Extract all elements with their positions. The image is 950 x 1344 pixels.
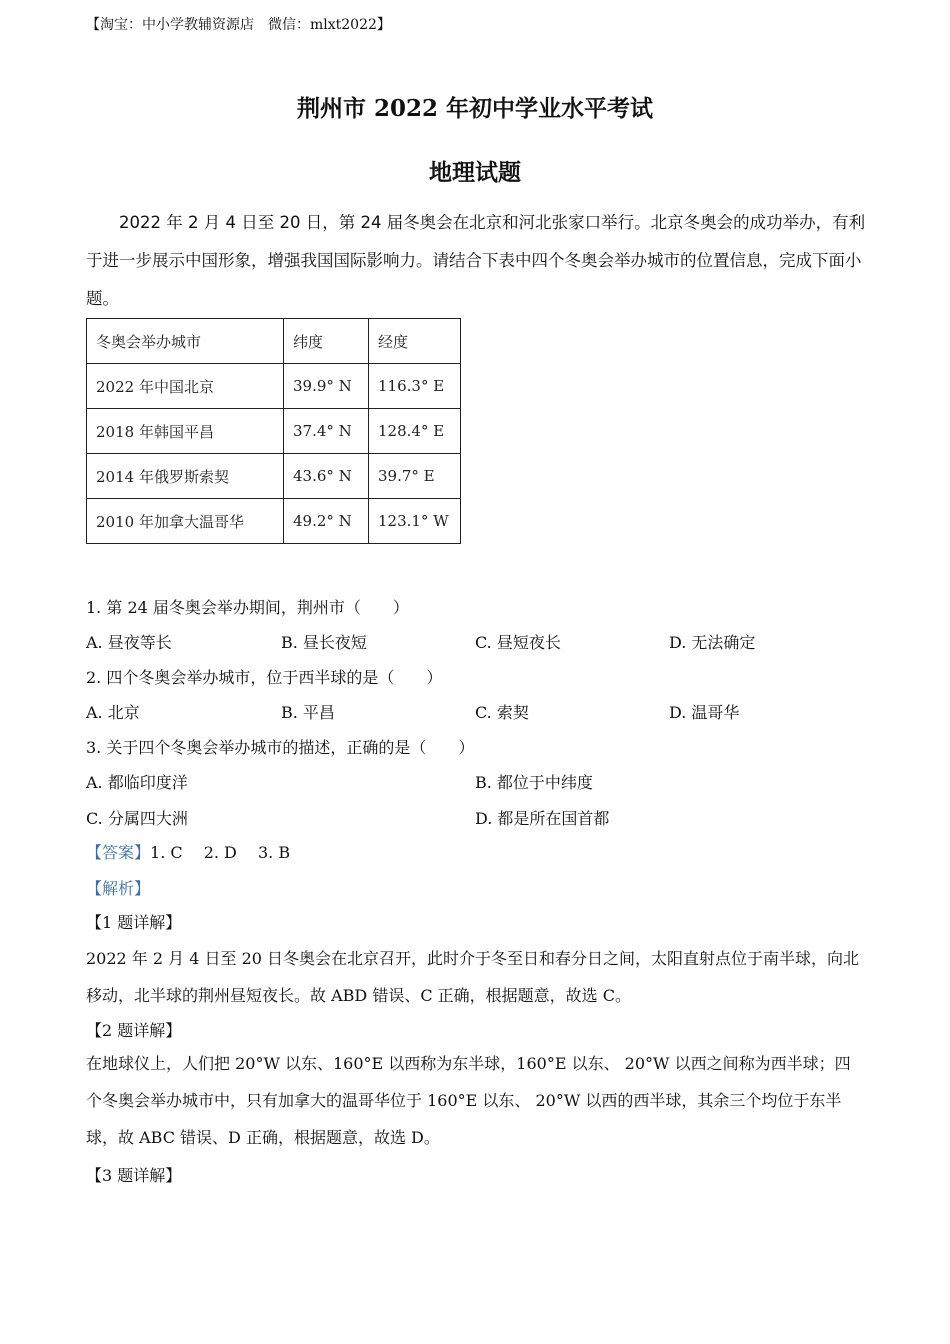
table-row <box>87 364 461 409</box>
question-2-option-d: D. 温哥华 <box>669 703 740 722</box>
table-cell: 49.2° N <box>284 499 369 544</box>
question-1-option-b: B. 昼长夜短 <box>281 633 367 652</box>
table-cell: 39.7° E <box>369 454 461 499</box>
header-note: 【淘宝：中小学教辅资源店 微信：mlxt2022】 <box>86 17 391 33</box>
question-1-option-c: C. 昼短夜长 <box>475 633 561 652</box>
table-row <box>87 409 461 454</box>
table-header-cell: 冬奥会举办城市 <box>87 319 284 364</box>
table-cell: 2010 年加拿大温哥华 <box>87 499 284 544</box>
question-2-stem: 2. 四个冬奥会举办城市，位于西半球的是（ ） <box>86 668 443 687</box>
table-cell: 128.4° E <box>369 409 461 454</box>
question-3-option-b: B. 都位于中纬度 <box>475 773 593 792</box>
table-cell: 116.3° E <box>369 364 461 409</box>
question-2-option-c: C. 索契 <box>475 703 529 722</box>
table-cell: 43.6° N <box>284 454 369 499</box>
question-1-option-a: A. 昼夜等长 <box>86 633 172 652</box>
question-1-option-d: D. 无法确定 <box>669 633 756 652</box>
table-cell: 2018 年韩国平昌 <box>87 409 284 454</box>
answer-line <box>86 840 290 863</box>
analysis-label: 【解析】 <box>86 879 151 898</box>
table-header-cell: 纬度 <box>284 319 369 364</box>
answer-label: 【答案】 <box>86 843 151 862</box>
table-cell: 123.1° W <box>369 499 461 544</box>
table-cell: 37.4° N <box>284 409 369 454</box>
question-3-option-a: A. 都临印度洋 <box>86 773 188 792</box>
intro-paragraph <box>86 204 866 318</box>
question-3-option-d: D. 都是所在国首都 <box>475 809 610 828</box>
question-2-option-b: B. 平昌 <box>281 703 335 722</box>
table-header-row <box>87 319 461 364</box>
answer-text: 1. C 2. D 3. B <box>150 843 291 862</box>
table-cell: 2014 年俄罗斯索契 <box>87 454 284 499</box>
detail-2-text: 在地球仪上，人们把 20°W 以东、160°E 以西称为东半球，160°E 以东、 20°W 以西之间称为西半球；四个冬奥会举办城市中，只有加拿大的温哥华位于 160°E 以东、 20°W 以西的西半球，其余三个均位于东半球，故 ABC 错误、D 正确，根据题意，故选 D。 <box>86 1054 851 1147</box>
detail-3-label: 【3 题详解】 <box>86 1166 182 1185</box>
detail-1-label: 【1 题详解】 <box>86 913 182 932</box>
table-cell: 39.9° N <box>284 364 369 409</box>
table-cell: 2022 年中国北京 <box>87 364 284 409</box>
intro-text: 2022 年 2 月 4 日至 20 日，第 24 届冬奥会在北京和河北张家口举行。北京冬奥会的成功举办，有利于进一步展示中国形象，增强我国国际影响力。请结合下表中四个冬奥会举办城市的位置信息，完成下面小题。 <box>86 213 866 308</box>
detail-2-label: 【2 题详解】 <box>86 1021 182 1040</box>
exam-subtitle: 地理试题 <box>429 159 521 186</box>
question-3-stem: 3. 关于四个冬奥会举办城市的描述，正确的是（ ） <box>86 738 475 757</box>
table-row <box>87 499 461 544</box>
question-3-option-c: C. 分属四大洲 <box>86 809 188 828</box>
cities-table <box>86 318 461 544</box>
detail-1-text: 2022 年 2 月 4 日至 20 日冬奥会在北京召开，此时介于冬至日和春分日之间，太阳直射点位于南半球，向北移动，北半球的荆州昼短夜长。故 ABD 错误、C 正确，根据题意，故选 C。 <box>86 949 860 1005</box>
question-2-option-a: A. 北京 <box>86 703 140 722</box>
table-header-cell: 经度 <box>369 319 461 364</box>
question-1-stem: 1. 第 24 届冬奥会举办期间，荆州市（ ） <box>86 598 409 617</box>
table-row <box>87 454 461 499</box>
exam-title: 荆州市 2022 年初中学业水平考试 <box>296 95 654 122</box>
